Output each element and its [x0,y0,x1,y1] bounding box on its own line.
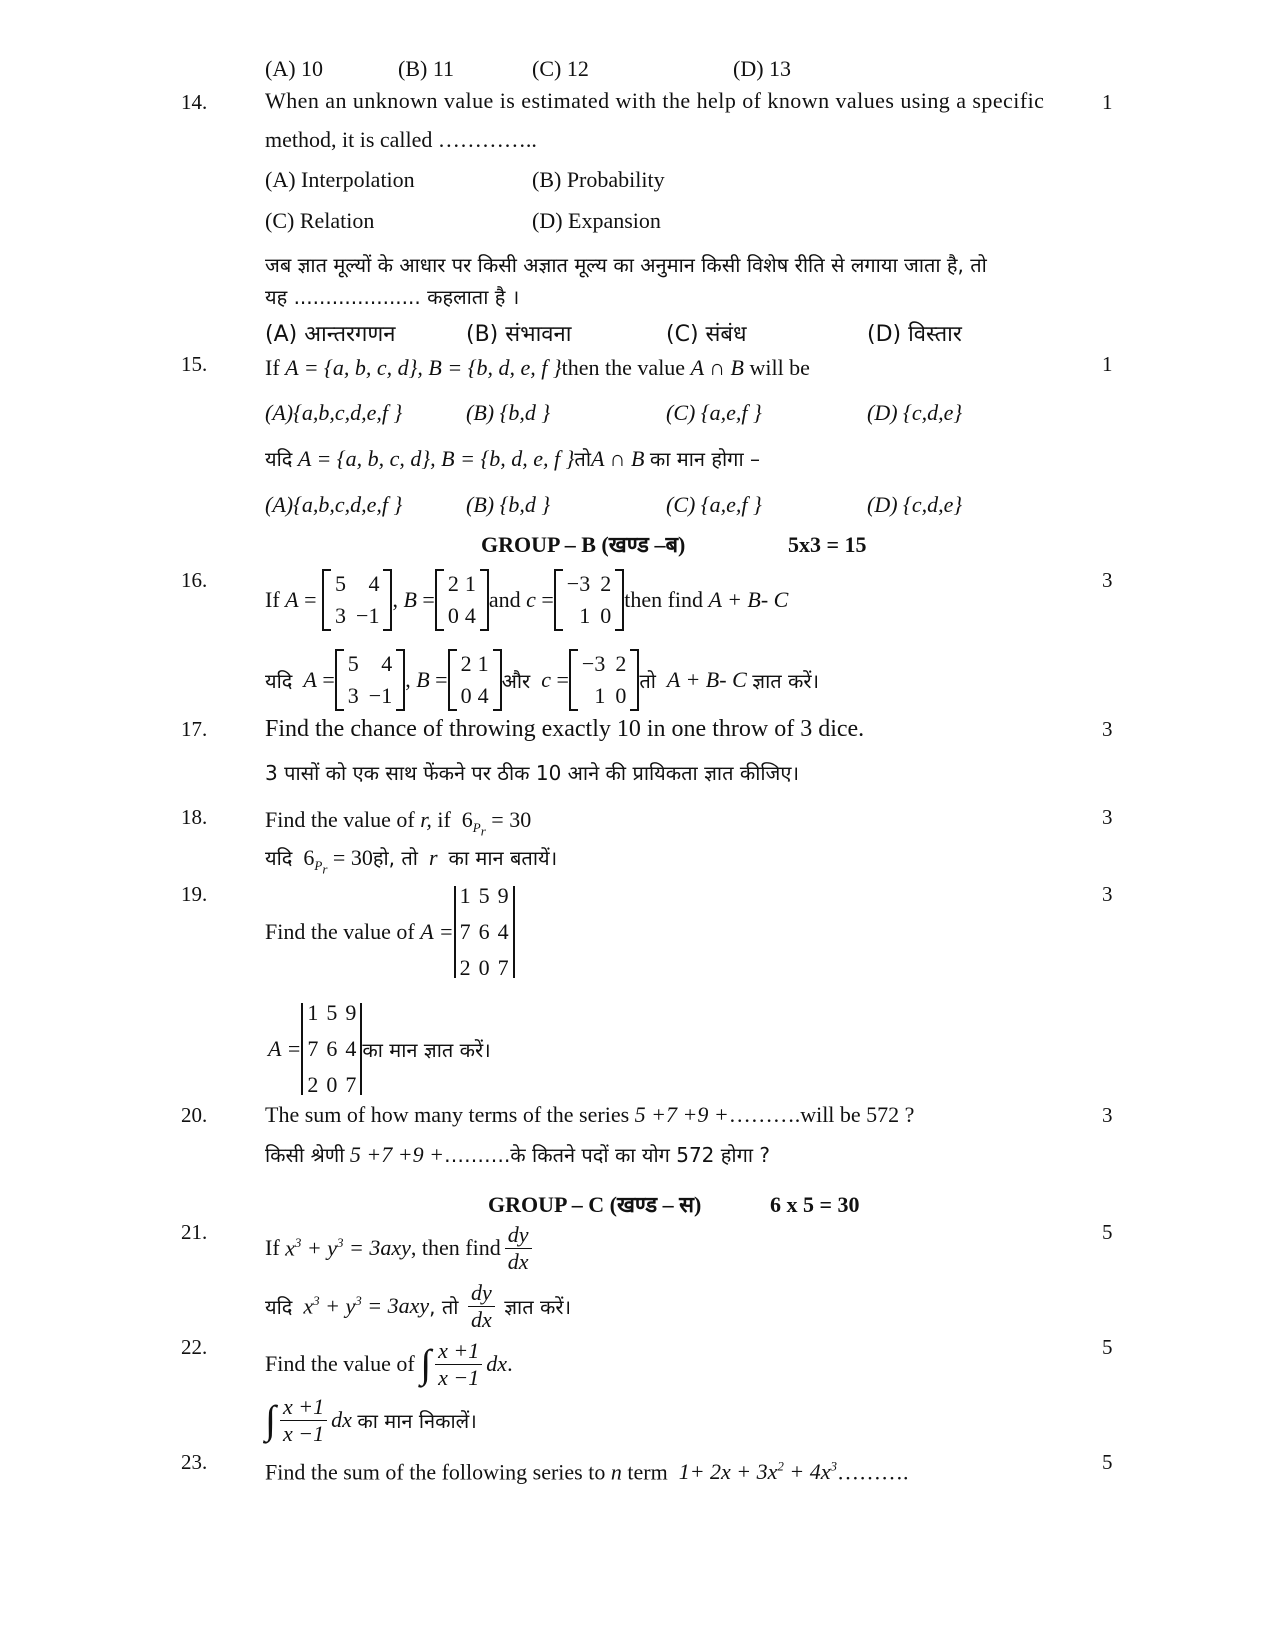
q22-hindi-end: का मान निकालें। [357,1408,477,1433]
q15-hindi-option-a: (A){a,b,c,d,e,f } [265,492,403,517]
hindi-matrix-a [344,651,396,709]
frac-bottom: dx [507,1248,529,1274]
q23-term: term [627,1459,668,1485]
question-marks: 5 [1102,1450,1113,1474]
frac-top: x +1 [435,1338,482,1365]
q15-hindi-expression: A ∩ B [591,446,645,471]
det-cell: 4 [345,1036,357,1061]
q15-option-a: (A){a,b,c,d,e,f } [265,400,403,425]
q17-hindi: 3 पासों को एक साथ फेंकने पर ठीक 10 आने की प्रायिकता ज्ञात कीजिए। [265,761,800,785]
question-marks: 3 [1102,717,1113,741]
matrix-b-cell: 1 [477,651,489,676]
q20-hindi [265,1142,770,1168]
det-cell: 7 [307,1036,319,1061]
q16-english-line: If A = 5 4 3 −1 , B = 2 1 0 4 and c = −3 2 1 0 then find A + B- C [265,568,788,632]
integral-sign: ∫ [420,1341,432,1386]
q17-english: Find the chance of throwing exactly 10 in one throw of 3 dice. [265,716,865,742]
det-cell: 9 [345,1000,357,1025]
q15-set-b: B = {b, d, e, f } [428,355,562,380]
q14-hindi-line2: यह .................... कहलाता है । [265,285,520,309]
q14-option-a: (A) Interpolation [265,167,415,192]
perm-sub2: r [480,823,486,839]
q15-hindi-option-d: (D) {c,d,e} [867,492,963,517]
q15-hindi-set-b: B = {b, d, e, f } [441,446,575,471]
q15-hindi-line [265,446,760,472]
q18-if: if [437,807,451,832]
q14-option-d: (D) Expansion [532,208,661,233]
q14-option-b: (B) Probability [532,167,665,192]
q21-hindi-end: ज्ञात करें। [504,1294,572,1319]
question-marks: 3 [1102,805,1113,829]
det-cell: 1 [459,883,471,908]
q18-hindi-equals: = 30 [332,845,373,870]
q21-derivative [505,1222,532,1275]
det-cell: 0 [326,1072,338,1097]
q20-hindi-series: 5 +7 +9 + [349,1142,444,1167]
hindi-matrix-c [578,651,630,709]
perm-sub: P [472,820,481,836]
matrix-c [563,571,615,629]
q22-dot: . [507,1351,513,1376]
group-c-marks: 6 x 5 = 30 [770,1192,860,1217]
matrix-c-cell: −3 [581,651,606,676]
q15-hindi-option-b: (B) {b,d } [466,492,551,517]
q15-hindi-end: का मान होगा – [649,447,760,471]
matrix-b-cell: 0 [460,683,472,708]
det-cell: 7 [459,919,471,944]
q22-fraction [435,1338,482,1391]
determinant [456,883,513,981]
q18-hindi-permutation [303,845,328,877]
question-marks: 5 [1102,1335,1113,1359]
det-cell: 6 [326,1036,338,1061]
question-number: 20. [181,1103,208,1127]
hindi-determinant [303,1000,360,1098]
matrix-c-cell: 1 [579,603,591,628]
question-number: 22. [181,1335,208,1359]
matrix-b-cell: 4 [477,683,489,708]
matrix-c-cell: −3 [566,571,591,596]
q14-hindi-option-c: (C) संबंध [666,322,747,347]
q16-hindi-and: और [501,668,531,693]
q23-series [679,1459,837,1484]
q18-english [265,807,531,845]
question-marks: 1 [1102,90,1113,114]
matrix-c-cell: 2 [615,651,627,676]
q14-option-c: (C) Relation [265,208,375,233]
det-cell: 4 [497,919,509,944]
q14-english-line2: method, it is called ………….. [265,127,537,152]
q22-hindi [265,1392,477,1448]
matrix-b-cell: 1 [464,571,476,596]
matrix-a-cell: 5 [335,571,347,596]
q21-hindi-then: , तो [429,1294,459,1319]
q18-prefix: Find the value of [265,807,415,832]
perm-sub2: r [322,861,328,877]
q16-and: and [488,587,521,612]
q16-if: If [265,587,280,612]
q15-option-d: (D) {c,d,e} [867,400,963,425]
matrix-b-cell: 2 [460,651,472,676]
q22-hindi-fraction [280,1394,327,1447]
matrix-b-cell: 4 [464,603,476,628]
question-number: 15. [181,352,208,376]
det-cell: 1 [307,1000,319,1025]
q20-hindi-prefix: किसी श्रेणी [265,1143,345,1167]
question-number: 21. [181,1220,208,1244]
q14-hindi-option-a: (A) आन्तरगणन [265,322,396,347]
q22-prefix: Find the value of [265,1351,415,1376]
q23-english [265,1454,909,1485]
q20-prefix: The sum of how many terms of the series [265,1102,630,1127]
matrix-c-cell: 2 [600,571,612,596]
q15-set-a: A = {a, b, c, d}, [285,355,423,380]
frac-top: dy [468,1280,495,1307]
matrix-a-cell: 5 [347,651,359,676]
q20-english [265,1102,914,1128]
det-cell: 2 [307,1072,319,1097]
q13-option-d: (D) 13 [733,56,792,81]
q21-hindi-derivative [468,1280,495,1333]
matrix-a-cell: 3 [335,603,347,628]
q16-expression: A + B- C [708,587,789,612]
question-number: 19. [181,882,208,906]
question-number: 16. [181,568,208,592]
perm-base: 6 [303,845,315,870]
q18-hindi-end: का मान बतायें। [448,846,558,870]
q19-hindi-end: का मान ज्ञात करें। [362,1037,491,1062]
matrix-a-cell: 4 [368,571,380,596]
group-b-title: GROUP – B (खण्ड –ब) [481,532,686,557]
series-exponent: 2 [777,1459,784,1474]
series-start: 1+ 2x + 3x [678,1459,778,1485]
question-number: 18. [181,805,208,829]
question-marks: 3 [1102,1103,1113,1127]
q18-variable: r, [420,807,432,832]
det-cell: 2 [459,955,471,980]
question-marks: 3 [1102,882,1113,906]
q18-permutation [461,807,486,839]
q21-hindi-equation: = 3axy [367,1293,430,1318]
q16-hindi-expression: A + B- C [666,667,747,692]
det-cell: 0 [478,955,490,980]
q22-hindi-dx: dx [331,1407,352,1432]
q21-hindi [265,1278,571,1334]
q19-english [265,885,515,979]
question-number: 17. [181,717,208,741]
q15-will-be: will be [749,355,810,380]
q18-hindi-if: यदि [265,846,293,870]
matrix-a-cell: 4 [381,651,393,676]
q23-variable: n [610,1459,622,1485]
perm-sub: P [314,858,323,874]
q16-hindi-if: यदि [265,668,293,693]
det-cell: 5 [326,1000,338,1025]
question-marks: 1 [1102,352,1113,376]
frac-bottom: x −1 [438,1364,480,1390]
q15-hindi-option-c: (C) {a,e,f } [666,492,762,517]
q15-hindi-then: तो [574,447,592,471]
matrix-c-cell: 1 [594,683,606,708]
question-number: 14. [181,90,208,114]
q15-expression: A ∩ B [690,355,744,380]
matrix-c-cell: 0 [615,683,627,708]
series-mid: + 4x [783,1459,831,1485]
q15-option-c: (C) {a,e,f } [666,400,762,425]
matrix-a-cell: −1 [368,683,393,708]
q19-lhs: A = [420,919,454,944]
q15-option-b: (B) {b,d } [466,400,551,425]
perm-base: 6 [461,807,473,832]
frac-top: x +1 [280,1394,327,1421]
question-number: 23. [181,1450,208,1474]
q21-then: , then find [410,1235,501,1260]
q15-then: then the value [561,355,686,380]
q22-dx: dx [486,1351,508,1376]
matrix-b-cell: 2 [447,571,459,596]
q20-series: 5 +7 +9 + [634,1102,729,1127]
matrix-a-cell: −1 [356,603,380,628]
det-cell: 5 [478,883,490,908]
q14-hindi-option-b: (B) संभावना [466,322,572,347]
q14-hindi-option-d: (D) विस्तार [867,322,962,347]
q16-hindi-end: ज्ञात करें। [752,668,820,693]
group-c-title: GROUP – C (खण्ड – स) [488,1192,702,1217]
q19-hindi-lhs: A = [268,1036,302,1061]
matrix-a [331,571,383,629]
matrix-b-cell: 0 [447,603,459,628]
q14-english-line1: When an unknown value is estimated with the help of known values using a specific [265,88,1045,113]
q21-if: If [265,1235,280,1260]
q21-hindi-if: यदि [265,1294,293,1319]
matrix-a-cell: 3 [347,683,359,708]
q19-hindi [268,1002,491,1096]
q20-hindi-suffix: ……….के कितने पदों का योग 572 होगा ? [443,1143,770,1167]
q15-hindi-set-a: A = {a, b, c, d}, [297,446,436,471]
q16-hindi-then: तो [639,668,656,693]
q18-equals: = 30 [491,807,532,832]
matrix-b [444,571,480,629]
hindi-matrix-b [457,651,493,709]
question-marks: 5 [1102,1220,1113,1244]
q21-english [265,1220,536,1276]
q21-lhs: $x^3 + y^3$ [285,1234,344,1261]
q16-then: then find [624,587,704,612]
q18-hindi-mid: हो, तो [372,846,418,870]
q21-equation: = 3axy [349,1235,411,1260]
q21-hindi-lhs: $x^3 + y^3$ [303,1292,362,1319]
frac-bottom: x −1 [282,1420,325,1446]
q14-hindi-line1: जब ज्ञात मूल्यों के आधार पर किसी अज्ञात मूल्य का अनुमान किसी विशेष रीति से लगाया जाता है, तो [265,253,987,277]
q18-hindi [265,845,557,883]
frac-top: dy [505,1222,532,1249]
q20-suffix: ……….will be 572 ? [728,1102,915,1127]
series-exponent: 3 [830,1459,838,1474]
q22-english [265,1336,513,1392]
question-marks: 3 [1102,568,1113,592]
matrix-c-cell: 0 [600,603,612,628]
q13-option-b: (B) 11 [398,56,455,81]
group-b-marks: 5x3 = 15 [788,532,867,557]
q13-option-c: (C) 12 [532,56,589,81]
q15-english-line [265,355,810,381]
q15-if: If [265,355,280,380]
q23-prefix: Find the sum of the following series to [265,1459,606,1485]
det-cell: 9 [497,883,509,908]
det-cell: 6 [478,919,490,944]
integral-sign: ∫ [265,1397,276,1442]
frac-bottom: dx [470,1306,492,1332]
q18-hindi-variable: r [428,845,438,870]
q15-hindi-if: यदि [265,447,293,471]
q16-hindi-line: यदि A = 5 4 3 −1 , B = 2 1 0 4 और c = −3 2 1 0 तो A + B- C ज्ञात करें। [265,648,819,712]
q13-option-a: (A) 10 [265,56,324,81]
q19-prefix: Find the value of [265,919,415,944]
q23-ellipsis: ………. [837,1459,909,1485]
det-cell: 7 [345,1072,357,1097]
det-cell: 7 [497,955,509,980]
